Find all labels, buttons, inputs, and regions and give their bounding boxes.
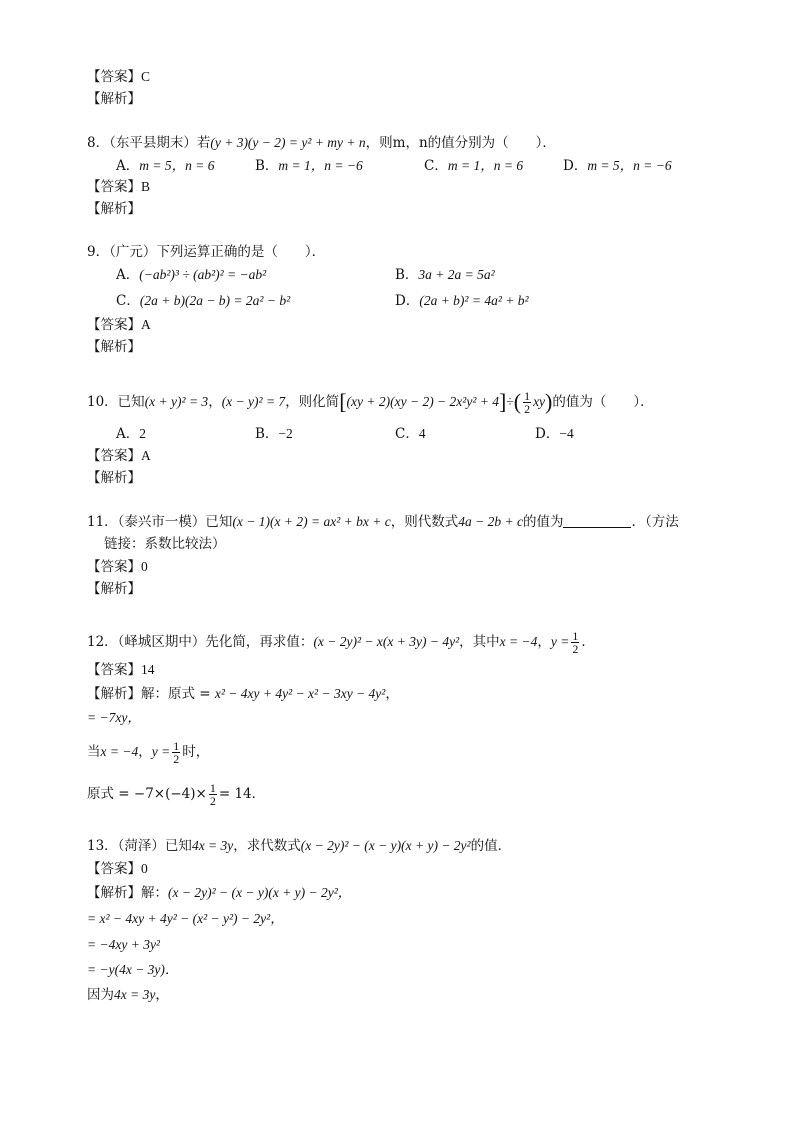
q13-solution-line2: = x² − 4xy + 4y² − (x² − y²) − 2y²， [87,911,284,926]
q7-answer-line [87,68,150,86]
q8-option-c: C．m = 1，n = 6 [424,158,524,174]
q13-solution-line3: = −4xy + 3y² [87,937,160,952]
q8-option-a: A．m = 5，n = 6 [116,158,215,174]
q10-answer-line: 【答案】A [87,448,151,464]
q13-answer: 0 [141,861,148,876]
left-bracket: [ [339,389,347,414]
q13-solution-line5: 因为4x = 3y， [87,987,169,1003]
q11-analysis-label: 【解析】 [87,581,141,597]
q13-cond: 4x = 3y [191,838,234,853]
q8-option-b: B．m = 1，n = −6 [255,158,363,174]
q11-expr: (x − 1)(x + 2) = ax² + bx + c [232,514,391,529]
q12-sol4-fraction: $\frac{1}{2}$ [209,781,216,808]
q9-stem: 9．（广元）下列运算正确的是（ ）． [87,244,326,260]
q10-fraction: $\frac{1}{2}$ [524,389,531,416]
q12-fraction: $\frac{1}{2}$ [572,629,579,656]
q13-answer-line: 【答案】0 [87,861,148,877]
q12-solution-line2: = −7xy， [87,710,141,725]
q12-solution-line4: 原式 = −7×(−4)× $\frac{1}{2}$ = 14． [87,781,266,808]
q13-solution-line4: = −y(4x − 3y)． [87,962,179,977]
q10-option-a: A．2 [116,426,146,442]
q8-expr: (y + 3)(y − 2) = y² + my + n [210,135,366,150]
q11-answer: 0 [141,559,148,574]
q10-stem: 10．已知(x + y)² = 3，(x − y)² = 7，则化简[(xy + 2)(xy − 2) − 2x²y² + 4]÷( $\frac{1}{2}$ xy)的值为（ ）． [87,389,654,416]
q12-solution-line3: 当x = −4，y = $\frac{1}{2}$ 时， [87,739,210,766]
q9-option-c: C．(2a + b)(2a − b) = 2a² − b² [116,293,291,309]
q9-option-a: A．(−ab²)³ ÷ (ab²)² = −ab² [116,267,267,283]
q10-cond1: (x + y)² = 3 [144,394,209,409]
q9-option-d: D．(2a + b)² = 4a² + b² [395,293,529,309]
q8-stem [87,134,556,152]
q11-stem: 11．（泰兴市一模）已知(x − 1)(x + 2) = ax² + bx + c，则代数式4a − 2b + c的值为 ．（方法 [87,514,679,530]
q12-expr: (x − 2y)² − x(x + 3y) − 4y² [313,634,460,649]
q11-expr2: 4a − 2b + c [458,514,523,529]
q10-analysis-label: 【解析】 [87,470,141,486]
q13-expr: (x − 2y)² − (x − y)(x + y) − 2y² [300,838,471,853]
q8-option-d: D．m = 5，n = −6 [563,158,672,174]
q8-analysis-label: 【解析】 [87,201,141,217]
q8-stem-tail: ，则m，n的值分别为（ ）． [365,135,556,151]
q10-option-d: D．−4 [535,426,574,442]
q11-answer-blank [563,513,631,528]
q12-stem: 12．（峄城区期中）先化简，再求值：(x − 2y)² − x(x + 3y) − 4y²，其中x = −4，y = $\frac{1}{2}$ ． [87,629,595,656]
q10-cond2: (x − y)² = 7 [221,394,286,409]
q11-answer-line: 【答案】0 [87,559,148,575]
q10-option-c: C．4 [395,426,426,442]
q9-option-b: B．3a + 2a = 5a² [395,267,495,283]
q11-stem-line2: 链接：系数比较法） [104,536,226,552]
q9-answer: A [141,317,151,332]
q9-analysis-label: 【解析】 [87,339,141,355]
q8-stem-head: 8．（东平县期末）若 [87,135,211,151]
q8-answer-line: 【答案】B [87,179,151,195]
q7-analysis-label: 【解析】 [87,91,141,107]
q8-answer: B [141,179,151,194]
answer-label: 【答案】 [87,69,141,85]
q9-answer-line: 【答案】A [87,317,151,333]
q13-solution-line1: 【解析】解：(x − 2y)² − (x − y)(x + y) − 2y²， [87,885,352,901]
q12-answer-line: 【答案】14 [87,662,155,678]
q10-answer: A [141,448,151,463]
q10-bracket-expr: (xy + 2)(xy − 2) − 2x²y² + 4 [346,394,499,409]
q13-stem: 13．（菏泽）已知4x = 3y，求代数式(x − 2y)² − (x − y)(x + y) − 2y²的值． [87,838,512,854]
right-bracket: ] [498,389,507,414]
q12-solution-line1: 【解析】解：原式 = x² − 4xy + 4y² − x² − 3xy − 4y²， [87,686,399,702]
q10-option-b: B．−2 [255,426,293,442]
q12-sol-fraction: $\frac{1}{2}$ [173,739,180,766]
q7-answer: C [141,69,151,84]
q12-answer: 14 [141,662,155,677]
